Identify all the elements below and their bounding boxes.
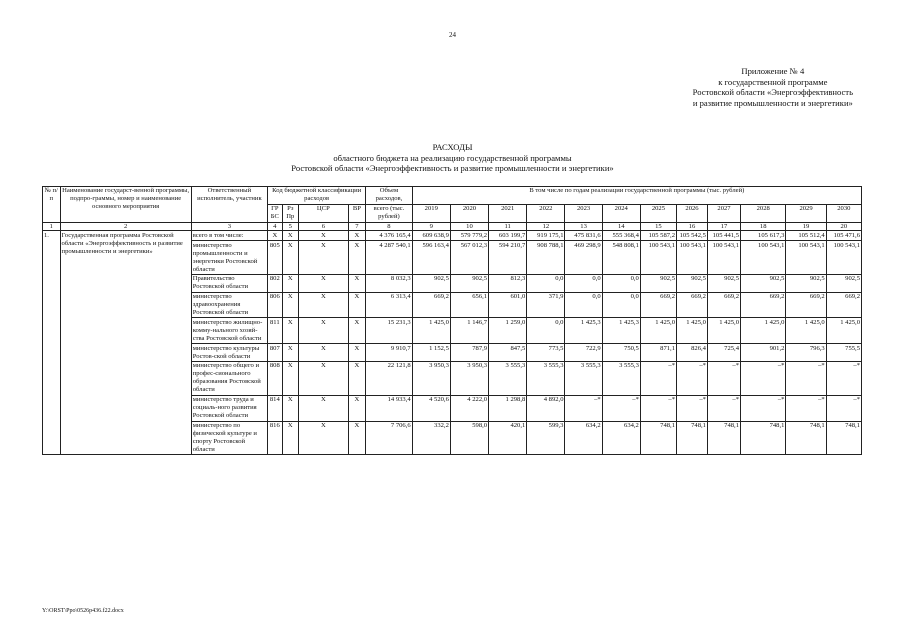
rzpr-cell: X — [282, 231, 299, 241]
csr-cell: X — [299, 421, 349, 455]
year-value-cell: 105 441,5 — [707, 231, 740, 241]
appendix-line-3: Ростовской области «Энергоэффективность — [692, 87, 853, 97]
year-value-cell: 0,0 — [527, 318, 565, 344]
header-name: Наименование государст-венной программы, подпро-граммы, номер и наименование основного мероприятия — [60, 187, 191, 223]
header-csr: ЦСР — [299, 204, 349, 222]
year-value-cell: 599,3 — [527, 421, 565, 455]
column-number: 10 — [450, 222, 488, 231]
vr-cell: X — [348, 362, 366, 396]
column-number: 19 — [786, 222, 826, 231]
year-value-cell: 634,2 — [602, 421, 640, 455]
total-cell: 8 032,3 — [366, 274, 412, 292]
year-value-cell: 0,0 — [602, 292, 640, 318]
year-value-cell: 796,3 — [786, 344, 826, 362]
year-value-cell: 3 555,3 — [489, 362, 527, 396]
executor-cell: министерство здравоохранения Ростовской области — [191, 292, 267, 318]
year-value-cell: –* — [565, 395, 602, 421]
grbs-cell: 816 — [268, 421, 282, 455]
expenses-table — [42, 186, 862, 455]
appendix-header — [693, 66, 853, 108]
table-row — [43, 231, 862, 241]
header-rzpr: Рз Пр — [282, 204, 299, 222]
year-value-cell: –* — [826, 362, 861, 396]
year-value-cell: –* — [602, 395, 640, 421]
year-value-cell: –* — [826, 395, 861, 421]
appendix-line-2: к государственной программе — [718, 76, 828, 87]
year-value-cell: 725,4 — [707, 344, 740, 362]
column-number: 17 — [707, 222, 740, 231]
year-value-cell: 755,5 — [826, 344, 861, 362]
title-line-3: Ростовской области «Энергоэффективность и развитие промышленности и энергетики» — [291, 163, 614, 173]
csr-cell: X — [299, 395, 349, 421]
year-value-cell: 669,2 — [412, 292, 450, 318]
year-value-cell: 1 425,3 — [602, 318, 640, 344]
year-value-cell: 603 199,7 — [489, 231, 527, 241]
grbs-cell: 805 — [268, 241, 282, 275]
year-value-cell: 902,5 — [826, 274, 861, 292]
year-value-cell: 1 425,0 — [412, 318, 450, 344]
executor-cell: министерство по физической культуре и спорту Ростовской области — [191, 421, 267, 455]
year-value-cell: 100 543,1 — [826, 241, 861, 275]
year-value-cell: 1 425,0 — [707, 318, 740, 344]
vr-cell: X — [348, 292, 366, 318]
title-line-1: РАСХОДЫ — [432, 142, 473, 152]
year-value-cell: 4 892,0 — [527, 395, 565, 421]
executor-cell: всего в том числе: — [191, 231, 267, 241]
year-value-cell: 469 298,9 — [565, 241, 602, 275]
year-value-cell: 908 788,1 — [527, 241, 565, 275]
rzpr-cell: X — [282, 274, 299, 292]
year-value-cell: 787,9 — [450, 344, 488, 362]
year-value-cell: 1 425,0 — [786, 318, 826, 344]
page-number: 24 — [449, 31, 456, 39]
total-cell: 7 706,6 — [366, 421, 412, 455]
year-value-cell: 420,1 — [489, 421, 527, 455]
year-value-cell: 594 210,7 — [489, 241, 527, 275]
header-volume: Объем расходов, — [366, 187, 412, 205]
program-name: Государственная программа Ростовской области «Энергоэффективность и развитие промышленности и энергетики» — [60, 231, 191, 455]
year-value-cell: –* — [677, 362, 708, 396]
year-value-cell: 601,0 — [489, 292, 527, 318]
column-number: 7 — [348, 222, 366, 231]
column-number: 4 — [268, 222, 282, 231]
year-value-cell: 669,2 — [826, 292, 861, 318]
vr-cell: X — [348, 395, 366, 421]
year-value-cell: 748,1 — [741, 421, 786, 455]
year-value-cell: –* — [707, 362, 740, 396]
year-value-cell: –* — [640, 362, 676, 396]
vr-cell: X — [348, 318, 366, 344]
year-value-cell: 100 543,1 — [786, 241, 826, 275]
year-value-cell: –* — [741, 395, 786, 421]
executor-cell: министерство общего и профес-сионального образования Ростовской области — [191, 362, 267, 396]
total-cell: 9 910,7 — [366, 344, 412, 362]
year-value-cell: 1 259,0 — [489, 318, 527, 344]
column-number: 1 — [43, 222, 61, 231]
year-value-cell: 656,1 — [450, 292, 488, 318]
grbs-cell: 811 — [268, 318, 282, 344]
year-value-cell: 812,3 — [489, 274, 527, 292]
year-value-cell: 609 638,9 — [412, 231, 450, 241]
csr-cell: X — [299, 241, 349, 275]
year-value-cell: 4 520,6 — [412, 395, 450, 421]
year-value-cell: 1 425,3 — [565, 318, 602, 344]
rzpr-cell: X — [282, 421, 299, 455]
header-year: 2030 — [826, 204, 861, 222]
header-year: 2020 — [450, 204, 488, 222]
grbs-cell: 806 — [268, 292, 282, 318]
year-value-cell: 1 425,0 — [677, 318, 708, 344]
year-value-cell: 722,9 — [565, 344, 602, 362]
year-value-cell: 3 555,3 — [527, 362, 565, 396]
total-cell: 4 376 165,4 — [366, 231, 412, 241]
year-value-cell: 748,1 — [640, 421, 676, 455]
column-number: 3 — [191, 222, 267, 231]
year-value-cell: 105 587,2 — [640, 231, 676, 241]
year-value-cell: –* — [786, 395, 826, 421]
year-value-cell: 773,5 — [527, 344, 565, 362]
year-value-cell: 826,4 — [677, 344, 708, 362]
csr-cell: X — [299, 344, 349, 362]
total-cell: 4 287 540,1 — [366, 241, 412, 275]
year-value-cell: 634,2 — [565, 421, 602, 455]
year-value-cell: 100 543,1 — [677, 241, 708, 275]
year-value-cell: 1 298,8 — [489, 395, 527, 421]
year-value-cell: 902,5 — [640, 274, 676, 292]
year-value-cell: –* — [786, 362, 826, 396]
grbs-cell: X — [268, 231, 282, 241]
total-cell: 15 231,3 — [366, 318, 412, 344]
year-value-cell: 1 425,0 — [826, 318, 861, 344]
footer-file-path: Y:\ORST\Ppo\0526p436.f22.docx — [42, 608, 124, 614]
year-value-cell: 902,5 — [677, 274, 708, 292]
year-value-cell: 105 617,3 — [741, 231, 786, 241]
year-value-cell: 105 542,5 — [677, 231, 708, 241]
grbs-cell: 807 — [268, 344, 282, 362]
executor-cell: министерство труда и социаль-ного развития Ростовской области — [191, 395, 267, 421]
program-number: 1. — [43, 231, 61, 455]
vr-cell: X — [348, 344, 366, 362]
year-value-cell: 0,0 — [565, 292, 602, 318]
year-value-cell: 919 175,1 — [527, 231, 565, 241]
column-number: 8 — [366, 222, 412, 231]
total-cell: 22 121,8 — [366, 362, 412, 396]
year-value-cell: 1 425,0 — [640, 318, 676, 344]
year-value-cell: 596 163,4 — [412, 241, 450, 275]
year-value-cell: 902,5 — [450, 274, 488, 292]
year-value-cell: 555 368,4 — [602, 231, 640, 241]
header-grbs: ГР БС — [268, 204, 282, 222]
document-title — [0, 142, 905, 174]
year-value-cell: 669,2 — [640, 292, 676, 318]
year-value-cell: 1 425,0 — [741, 318, 786, 344]
csr-cell: X — [299, 318, 349, 344]
vr-cell: X — [348, 274, 366, 292]
year-value-cell: 332,2 — [412, 421, 450, 455]
year-value-cell: 669,2 — [786, 292, 826, 318]
year-value-cell: 750,5 — [602, 344, 640, 362]
executor-cell: Правительство Ростовской области — [191, 274, 267, 292]
header-years-group: В том числе по годам реализации государственной программы (тыс. рублей) — [412, 187, 861, 205]
year-value-cell: 3 950,3 — [412, 362, 450, 396]
year-value-cell: 748,1 — [826, 421, 861, 455]
year-value-cell: 1 146,7 — [450, 318, 488, 344]
total-cell: 6 313,4 — [366, 292, 412, 318]
year-value-cell: 100 543,1 — [640, 241, 676, 275]
year-value-cell: 748,1 — [677, 421, 708, 455]
rzpr-cell: X — [282, 362, 299, 396]
vr-cell: X — [348, 421, 366, 455]
header-year: 2021 — [489, 204, 527, 222]
column-number: 12 — [527, 222, 565, 231]
column-number: 13 — [565, 222, 602, 231]
header-executor: Ответственный исполнитель, участник — [191, 187, 267, 223]
appendix-line-1: Приложение № 4 — [741, 66, 805, 76]
year-value-cell: 748,1 — [707, 421, 740, 455]
year-value-cell: 567 012,3 — [450, 241, 488, 275]
year-value-cell: 871,1 — [640, 344, 676, 362]
vr-cell: X — [348, 231, 366, 241]
grbs-cell: 802 — [268, 274, 282, 292]
year-value-cell: 100 543,1 — [741, 241, 786, 275]
csr-cell: X — [299, 274, 349, 292]
header-year: 2022 — [527, 204, 565, 222]
year-value-cell: 579 779,2 — [450, 231, 488, 241]
header-year: 2024 — [602, 204, 640, 222]
header-budget-code: Код бюджетной классификации расходов — [268, 187, 366, 205]
year-value-cell: 902,5 — [412, 274, 450, 292]
column-number: 18 — [741, 222, 786, 231]
header-num: № п/п — [43, 187, 61, 223]
year-value-cell: 3 555,3 — [602, 362, 640, 396]
year-value-cell: 901,2 — [741, 344, 786, 362]
header-year: 2019 — [412, 204, 450, 222]
total-cell: 14 933,4 — [366, 395, 412, 421]
column-number: 6 — [299, 222, 349, 231]
rzpr-cell: X — [282, 395, 299, 421]
csr-cell: X — [299, 292, 349, 318]
year-value-cell: –* — [741, 362, 786, 396]
grbs-cell: 808 — [268, 362, 282, 396]
vr-cell: X — [348, 241, 366, 275]
column-number: 2 — [60, 222, 191, 231]
executor-cell: министерство культуры Ростов-ской области — [191, 344, 267, 362]
year-value-cell: –* — [707, 395, 740, 421]
column-number: 9 — [412, 222, 450, 231]
year-value-cell: 598,0 — [450, 421, 488, 455]
year-value-cell: 371,9 — [527, 292, 565, 318]
year-value-cell: –* — [640, 395, 676, 421]
column-number: 20 — [826, 222, 861, 231]
rzpr-cell: X — [282, 318, 299, 344]
year-value-cell: 105 471,6 — [826, 231, 861, 241]
header-year: 2026 — [677, 204, 708, 222]
title-line-2: областного бюджета на реализацию государственной программы — [333, 152, 572, 163]
year-value-cell: 669,2 — [741, 292, 786, 318]
header-vr: ВР — [348, 204, 366, 222]
year-value-cell: 902,5 — [707, 274, 740, 292]
year-value-cell: –* — [677, 395, 708, 421]
year-value-cell: 0,0 — [602, 274, 640, 292]
year-value-cell: 548 808,1 — [602, 241, 640, 275]
year-value-cell: 902,5 — [741, 274, 786, 292]
csr-cell: X — [299, 231, 349, 241]
year-value-cell: 669,2 — [677, 292, 708, 318]
rzpr-cell: X — [282, 344, 299, 362]
year-value-cell: 0,0 — [565, 274, 602, 292]
column-number: 11 — [489, 222, 527, 231]
header-year: 2025 — [640, 204, 676, 222]
column-number: 15 — [640, 222, 676, 231]
grbs-cell: 814 — [268, 395, 282, 421]
year-value-cell: 475 831,6 — [565, 231, 602, 241]
year-value-cell: 847,5 — [489, 344, 527, 362]
csr-cell: X — [299, 362, 349, 396]
year-value-cell: 4 222,0 — [450, 395, 488, 421]
year-value-cell: 3 950,3 — [450, 362, 488, 396]
year-value-cell: 669,2 — [707, 292, 740, 318]
rzpr-cell: X — [282, 241, 299, 275]
header-volume-sub: всего (тыс. рублей) — [366, 204, 412, 222]
year-value-cell: 105 512,4 — [786, 231, 826, 241]
column-number: 5 — [282, 222, 299, 231]
header-year: 2023 — [565, 204, 602, 222]
header-year: 2027 — [707, 204, 740, 222]
executor-cell: министерство жилищно-комму-нального хозяй-ства Ростовской области — [191, 318, 267, 344]
column-number: 16 — [677, 222, 708, 231]
column-number: 14 — [602, 222, 640, 231]
year-value-cell: 748,1 — [786, 421, 826, 455]
appendix-line-4: и развитие промышленности и энергетики» — [692, 97, 853, 108]
executor-cell: министерство промышленности и энергетики Ростовской области — [191, 241, 267, 275]
year-value-cell: 0,0 — [527, 274, 565, 292]
header-year: 2029 — [786, 204, 826, 222]
year-value-cell: 3 555,3 — [565, 362, 602, 396]
rzpr-cell: X — [282, 292, 299, 318]
header-year: 2028 — [741, 204, 786, 222]
year-value-cell: 100 543,1 — [707, 241, 740, 275]
year-value-cell: 902,5 — [786, 274, 826, 292]
year-value-cell: 1 152,5 — [412, 344, 450, 362]
